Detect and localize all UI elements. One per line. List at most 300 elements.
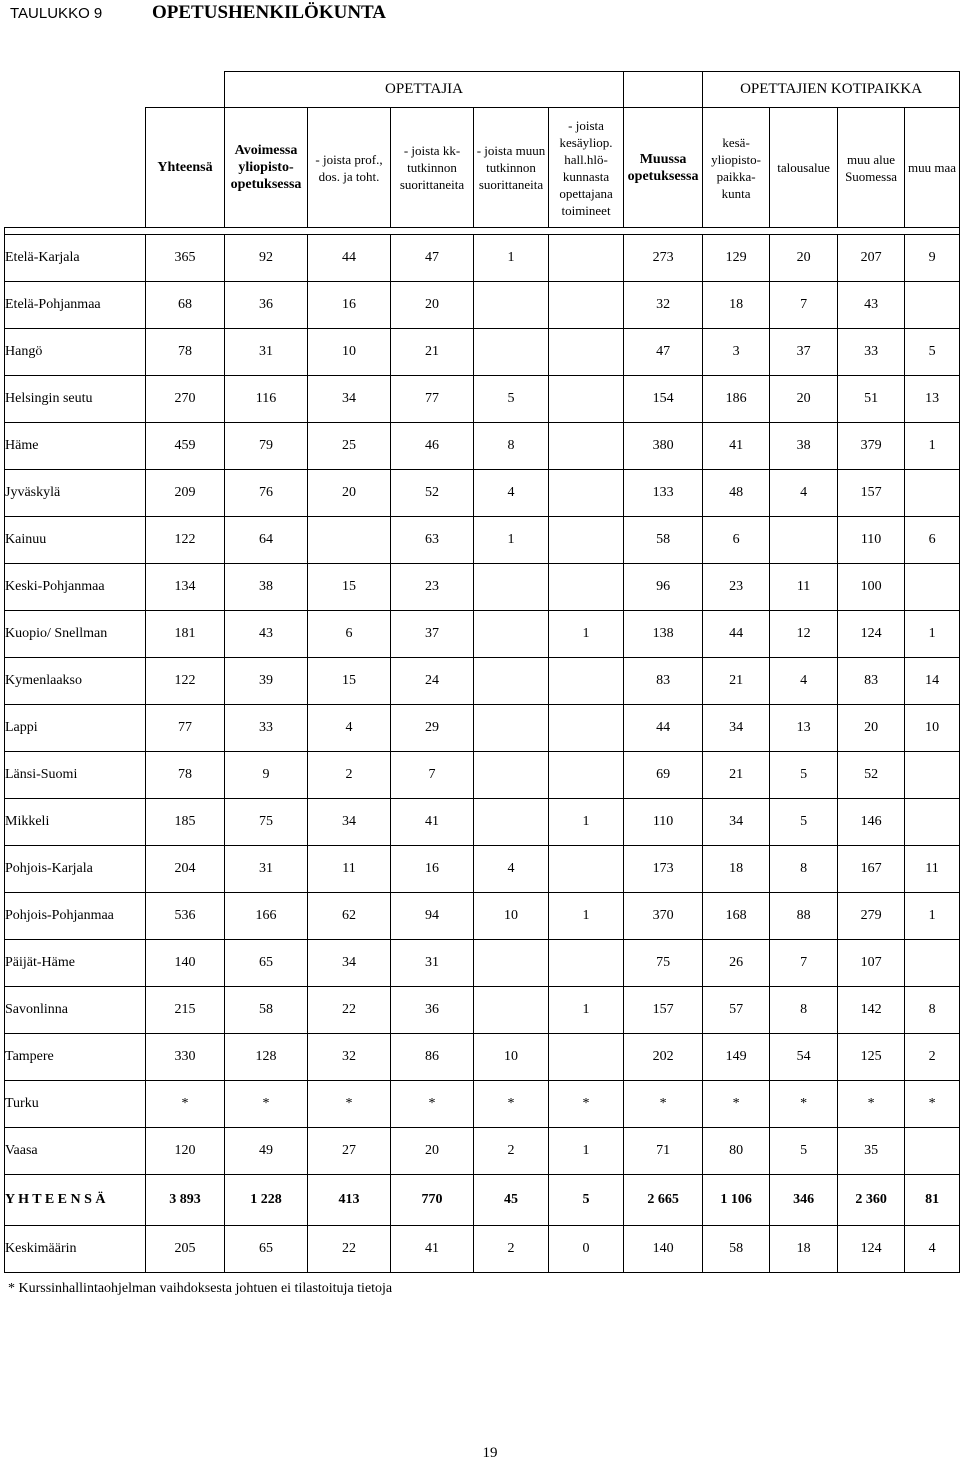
table-cell: 173 — [624, 846, 703, 893]
row-label: Savonlinna — [5, 987, 146, 1034]
table-cell: 23 — [391, 564, 474, 611]
table-cell: 77 — [391, 376, 474, 423]
table-cell: 22 — [308, 1226, 391, 1273]
table-cell: 2 — [308, 752, 391, 799]
table-cell: 459 — [146, 423, 225, 470]
table-cell: 43 — [838, 282, 905, 329]
table-cell: 41 — [391, 1226, 474, 1273]
table-cell: 380 — [624, 423, 703, 470]
table-cell — [905, 564, 960, 611]
col-header-other-finland: muu alue Suomessa — [838, 108, 905, 228]
table-cell: 149 — [703, 1034, 770, 1081]
row-label: Kuopio/ Snellman — [5, 611, 146, 658]
table-cell: 346 — [770, 1175, 838, 1226]
table-row — [5, 470, 960, 517]
table-cell: 75 — [225, 799, 308, 846]
table-cell: 9 — [905, 235, 960, 282]
table-cell: 8 — [905, 987, 960, 1034]
table-cell — [474, 329, 549, 376]
table-cell — [549, 423, 624, 470]
row-label: Keskimäärin — [5, 1226, 146, 1273]
group-spacer — [146, 72, 225, 108]
table-cell: 76 — [225, 470, 308, 517]
table-cell: 1 — [549, 799, 624, 846]
table-cell: 116 — [225, 376, 308, 423]
table-cell — [905, 282, 960, 329]
table-cell: 154 — [624, 376, 703, 423]
table-cell — [549, 1034, 624, 1081]
table-cell: 1 106 — [703, 1175, 770, 1226]
table-cell: 83 — [624, 658, 703, 705]
row-label: Pohjois-Karjala — [5, 846, 146, 893]
table-cell: 36 — [225, 282, 308, 329]
table-cell: 140 — [146, 940, 225, 987]
table-cell: 31 — [225, 329, 308, 376]
table-cell: 1 — [549, 611, 624, 658]
table-cell: 4 — [905, 1226, 960, 1273]
table-cell: 71 — [624, 1128, 703, 1175]
table-cell: 37 — [770, 329, 838, 376]
table-cell: 273 — [624, 235, 703, 282]
table-cell — [549, 470, 624, 517]
table-cell: 2 — [474, 1226, 549, 1273]
table-cell: 18 — [703, 282, 770, 329]
table-cell: 32 — [624, 282, 703, 329]
table-row — [5, 799, 960, 846]
group-header-teachers: OPETTAJIA — [225, 72, 624, 108]
row-label: Kainuu — [5, 517, 146, 564]
table-cell: 8 — [474, 423, 549, 470]
table-cell: 168 — [703, 893, 770, 940]
table-cell — [474, 752, 549, 799]
table-cell: 34 — [703, 799, 770, 846]
table-cell: 1 — [905, 893, 960, 940]
row-label: Etelä-Karjala — [5, 235, 146, 282]
table-cell: 26 — [703, 940, 770, 987]
table-cell: 10 — [474, 893, 549, 940]
table-cell: 270 — [146, 376, 225, 423]
table-cell: 6 — [905, 517, 960, 564]
table-cell: 1 — [549, 987, 624, 1034]
table-cell — [770, 517, 838, 564]
table-cell: 330 — [146, 1034, 225, 1081]
table-row — [5, 517, 960, 564]
table-row — [5, 846, 960, 893]
table-cell: 20 — [308, 470, 391, 517]
table-row — [5, 1128, 960, 1175]
page-number: 19 — [482, 1445, 498, 1461]
table-cell: * — [391, 1081, 474, 1128]
table-cell: 157 — [838, 470, 905, 517]
table-cell: 1 — [549, 1128, 624, 1175]
table-cell: 78 — [146, 752, 225, 799]
table-cell: 129 — [703, 235, 770, 282]
table-cell: 157 — [624, 987, 703, 1034]
table-cell: * — [549, 1081, 624, 1128]
col-header-kk-degree: - joista kk-tutkinnon suorittaneita — [391, 108, 474, 228]
col-header-other-teaching: Muussa opetuksessa — [624, 108, 703, 228]
table-cell: 46 — [391, 423, 474, 470]
table-cell: 77 — [146, 705, 225, 752]
table-cell: 41 — [703, 423, 770, 470]
table-cell: 65 — [225, 1226, 308, 1273]
table-row — [5, 611, 960, 658]
table-cell: 5 — [474, 376, 549, 423]
row-label: Häme — [5, 423, 146, 470]
table-cell: 9 — [225, 752, 308, 799]
table-cell: 142 — [838, 987, 905, 1034]
table-cell — [549, 282, 624, 329]
table-cell: 81 — [905, 1175, 960, 1226]
table-cell: 25 — [308, 423, 391, 470]
table-cell: 4 — [308, 705, 391, 752]
table-cell: 138 — [624, 611, 703, 658]
table-cell: 365 — [146, 235, 225, 282]
row-label: Vaasa — [5, 1128, 146, 1175]
table-cell: 43 — [225, 611, 308, 658]
group-header-home: OPETTAJIEN KOTIPAIKKA — [703, 72, 960, 108]
table-cell: 8 — [770, 987, 838, 1034]
table-cell: 370 — [624, 893, 703, 940]
table-cell: 1 — [905, 423, 960, 470]
table-cell — [549, 940, 624, 987]
table-cell: 215 — [146, 987, 225, 1034]
table-cell: 167 — [838, 846, 905, 893]
table-cell: 7 — [770, 282, 838, 329]
table-cell: 186 — [703, 376, 770, 423]
table-cell: 379 — [838, 423, 905, 470]
col-header-other-degree: - joista muun tutkinnon suorittaneita — [474, 108, 549, 228]
table-label: TAULUKKO 9 — [10, 5, 103, 22]
table-cell — [474, 282, 549, 329]
table-cell: 94 — [391, 893, 474, 940]
table-cell: 41 — [391, 799, 474, 846]
table-cell: 6 — [703, 517, 770, 564]
row-label: Lappi — [5, 705, 146, 752]
row-label: Mikkeli — [5, 799, 146, 846]
table-cell: 204 — [146, 846, 225, 893]
table-row — [5, 940, 960, 987]
table-cell: * — [474, 1081, 549, 1128]
table-cell — [549, 329, 624, 376]
row-label: Keski-Pohjanmaa — [5, 564, 146, 611]
table-cell: 20 — [391, 1128, 474, 1175]
table-cell: 44 — [624, 705, 703, 752]
table-cell: 6 — [308, 611, 391, 658]
row-label: Turku — [5, 1081, 146, 1128]
table-cell: 83 — [838, 658, 905, 705]
table-cell: 34 — [308, 940, 391, 987]
table-cell: 202 — [624, 1034, 703, 1081]
table-cell: 58 — [624, 517, 703, 564]
table-cell: 166 — [225, 893, 308, 940]
table-cell: 181 — [146, 611, 225, 658]
table-cell: 47 — [391, 235, 474, 282]
col-header-open-university: Avoimessa yliopisto-opetuksessa — [225, 108, 308, 228]
table-cell — [474, 564, 549, 611]
table-cell — [474, 611, 549, 658]
table-cell: 2 — [474, 1128, 549, 1175]
group-header-blank — [624, 72, 703, 108]
table-cell — [549, 752, 624, 799]
table-row — [5, 893, 960, 940]
table-cell: 38 — [770, 423, 838, 470]
col-header-total: Yhteensä — [146, 108, 225, 228]
table-cell — [905, 940, 960, 987]
teaching-staff-table — [4, 71, 960, 1273]
table-cell: 44 — [308, 235, 391, 282]
table-cell: 75 — [624, 940, 703, 987]
table-row — [5, 987, 960, 1034]
row-label: Länsi-Suomi — [5, 752, 146, 799]
col-header-economic-area: talousalue — [770, 108, 838, 228]
row-label: Tampere — [5, 1034, 146, 1081]
table-row — [5, 1226, 960, 1273]
table-cell: 86 — [391, 1034, 474, 1081]
table-cell: 1 — [905, 611, 960, 658]
table-cell: 21 — [391, 329, 474, 376]
table-cell: 1 — [549, 893, 624, 940]
table-cell — [474, 705, 549, 752]
table-cell: 15 — [308, 564, 391, 611]
table-cell: 185 — [146, 799, 225, 846]
table-row — [5, 752, 960, 799]
table-cell: 47 — [624, 329, 703, 376]
table-cell: 110 — [838, 517, 905, 564]
table-cell: * — [838, 1081, 905, 1128]
table-cell: 4 — [770, 470, 838, 517]
table-row — [5, 564, 960, 611]
table-cell: 31 — [225, 846, 308, 893]
table-cell: 133 — [624, 470, 703, 517]
table-cell: 13 — [905, 376, 960, 423]
table-cell: 37 — [391, 611, 474, 658]
table-cell: 209 — [146, 470, 225, 517]
corner-cell — [5, 72, 146, 228]
table-cell: 51 — [838, 376, 905, 423]
table-cell: * — [703, 1081, 770, 1128]
table-row — [5, 1034, 960, 1081]
table-cell: 96 — [624, 564, 703, 611]
table-cell: 124 — [838, 611, 905, 658]
table-cell: 0 — [549, 1226, 624, 1273]
table-cell: * — [225, 1081, 308, 1128]
table-cell: 20 — [838, 705, 905, 752]
table-cell: 2 — [905, 1034, 960, 1081]
table-cell: 122 — [146, 658, 225, 705]
table-cell: 18 — [770, 1226, 838, 1273]
table-cell: 32 — [308, 1034, 391, 1081]
table-cell: 44 — [703, 611, 770, 658]
table-cell: 78 — [146, 329, 225, 376]
table-cell: 125 — [838, 1034, 905, 1081]
table-cell: 1 228 — [225, 1175, 308, 1226]
table-cell: 24 — [391, 658, 474, 705]
table-cell: 2 665 — [624, 1175, 703, 1226]
table-cell — [549, 235, 624, 282]
table-cell: 5 — [770, 1128, 838, 1175]
table-cell: * — [624, 1081, 703, 1128]
table-cell: 92 — [225, 235, 308, 282]
table-cell: 4 — [474, 846, 549, 893]
table-cell: 34 — [308, 799, 391, 846]
table-cell — [474, 799, 549, 846]
table-cell: 52 — [838, 752, 905, 799]
table-cell: 22 — [308, 987, 391, 1034]
table-cell: 205 — [146, 1226, 225, 1273]
table-cell: 3 — [703, 329, 770, 376]
header-gap — [5, 228, 960, 235]
table-cell: 18 — [703, 846, 770, 893]
table-cell — [905, 752, 960, 799]
table-row — [5, 705, 960, 752]
table-cell: 7 — [391, 752, 474, 799]
table-cell: 31 — [391, 940, 474, 987]
table-cell: 279 — [838, 893, 905, 940]
table-cell: 207 — [838, 235, 905, 282]
table-cell: 58 — [703, 1226, 770, 1273]
table-cell: 146 — [838, 799, 905, 846]
table-cell: 5 — [770, 752, 838, 799]
table-cell — [549, 564, 624, 611]
table-cell — [549, 705, 624, 752]
row-label: Pohjois-Pohjanmaa — [5, 893, 146, 940]
col-header-home-municipality: kesä-yliopisto-paikka-kunta — [703, 108, 770, 228]
table-cell: 1 — [474, 235, 549, 282]
table-row — [5, 1081, 960, 1128]
table-cell: 413 — [308, 1175, 391, 1226]
table-cell: 80 — [703, 1128, 770, 1175]
table-row — [5, 423, 960, 470]
table-cell: 20 — [770, 235, 838, 282]
row-label: Helsingin seutu — [5, 376, 146, 423]
table-cell: 64 — [225, 517, 308, 564]
row-label: Y H T E E N S Ä — [5, 1175, 146, 1226]
table-cell: 11 — [308, 846, 391, 893]
table-cell: 2 360 — [838, 1175, 905, 1226]
table-cell: 49 — [225, 1128, 308, 1175]
page-title: OPETUSHENKILÖKUNTA — [152, 2, 387, 23]
table-cell — [905, 1128, 960, 1175]
table-cell: 15 — [308, 658, 391, 705]
table-cell: 5 — [770, 799, 838, 846]
table-cell: * — [770, 1081, 838, 1128]
table-cell: 29 — [391, 705, 474, 752]
row-label: Kymenlaakso — [5, 658, 146, 705]
table-cell: 14 — [905, 658, 960, 705]
table-cell: 52 — [391, 470, 474, 517]
row-label: Hangö — [5, 329, 146, 376]
table-cell: 13 — [770, 705, 838, 752]
table-row — [5, 235, 960, 282]
table-cell: 79 — [225, 423, 308, 470]
table-cell: 35 — [838, 1128, 905, 1175]
table-cell: 48 — [703, 470, 770, 517]
table-cell: 8 — [770, 846, 838, 893]
table-cell: 63 — [391, 517, 474, 564]
table-cell: 68 — [146, 282, 225, 329]
table-cell: 38 — [225, 564, 308, 611]
table-cell: 54 — [770, 1034, 838, 1081]
table-cell — [474, 940, 549, 987]
table-cell: 10 — [474, 1034, 549, 1081]
table-cell: 11 — [905, 846, 960, 893]
table-cell: 65 — [225, 940, 308, 987]
table-cell — [474, 658, 549, 705]
col-header-summer-staff: - joista kesäyliop. hall.hlö-kunnasta opettajana toimineet — [549, 108, 624, 228]
table-row — [5, 658, 960, 705]
table-cell: 107 — [838, 940, 905, 987]
table-cell: 7 — [770, 940, 838, 987]
table-cell: 4 — [770, 658, 838, 705]
table-cell: 140 — [624, 1226, 703, 1273]
table-cell: 58 — [225, 987, 308, 1034]
table-cell: 128 — [225, 1034, 308, 1081]
table-cell: 88 — [770, 893, 838, 940]
table-cell: 120 — [146, 1128, 225, 1175]
table-cell: 110 — [624, 799, 703, 846]
table-cell: 5 — [905, 329, 960, 376]
table-cell: 10 — [905, 705, 960, 752]
table-cell: 124 — [838, 1226, 905, 1273]
table-cell: * — [146, 1081, 225, 1128]
row-label: Jyväskylä — [5, 470, 146, 517]
table-row — [5, 329, 960, 376]
table-cell: 1 — [474, 517, 549, 564]
table-cell: 3 893 — [146, 1175, 225, 1226]
table-cell: 21 — [703, 658, 770, 705]
table-cell — [905, 470, 960, 517]
table-cell: * — [905, 1081, 960, 1128]
table-cell: 21 — [703, 752, 770, 799]
table-cell: 16 — [308, 282, 391, 329]
row-label: Etelä-Pohjanmaa — [5, 282, 146, 329]
table-cell: 20 — [770, 376, 838, 423]
table-cell: 57 — [703, 987, 770, 1034]
table-cell: 27 — [308, 1128, 391, 1175]
table-cell — [549, 376, 624, 423]
table-cell: 16 — [391, 846, 474, 893]
table-cell — [549, 517, 624, 564]
table-cell: 11 — [770, 564, 838, 611]
table-cell — [549, 658, 624, 705]
table-row — [5, 1175, 960, 1226]
col-header-prof: - joista prof., dos. ja toht. — [308, 108, 391, 228]
table-cell: 20 — [391, 282, 474, 329]
table-cell: 100 — [838, 564, 905, 611]
table-cell: 122 — [146, 517, 225, 564]
table-cell — [549, 846, 624, 893]
table-cell: 33 — [838, 329, 905, 376]
table-cell: 34 — [308, 376, 391, 423]
table-cell: 4 — [474, 470, 549, 517]
table-cell: 34 — [703, 705, 770, 752]
table-cell: * — [308, 1081, 391, 1128]
table-cell: 62 — [308, 893, 391, 940]
footnote: * Kurssinhallintaohjelman vaihdoksesta johtuen ei tilastoituja tietoja — [8, 1281, 393, 1296]
table-cell — [308, 517, 391, 564]
table-cell: 33 — [225, 705, 308, 752]
table-cell: 134 — [146, 564, 225, 611]
table-cell: 69 — [624, 752, 703, 799]
table-row — [5, 376, 960, 423]
table-cell: 5 — [549, 1175, 624, 1226]
row-label: Päijät-Häme — [5, 940, 146, 987]
table-cell — [905, 799, 960, 846]
table-cell: 39 — [225, 658, 308, 705]
table-cell: 23 — [703, 564, 770, 611]
table-cell — [474, 987, 549, 1034]
